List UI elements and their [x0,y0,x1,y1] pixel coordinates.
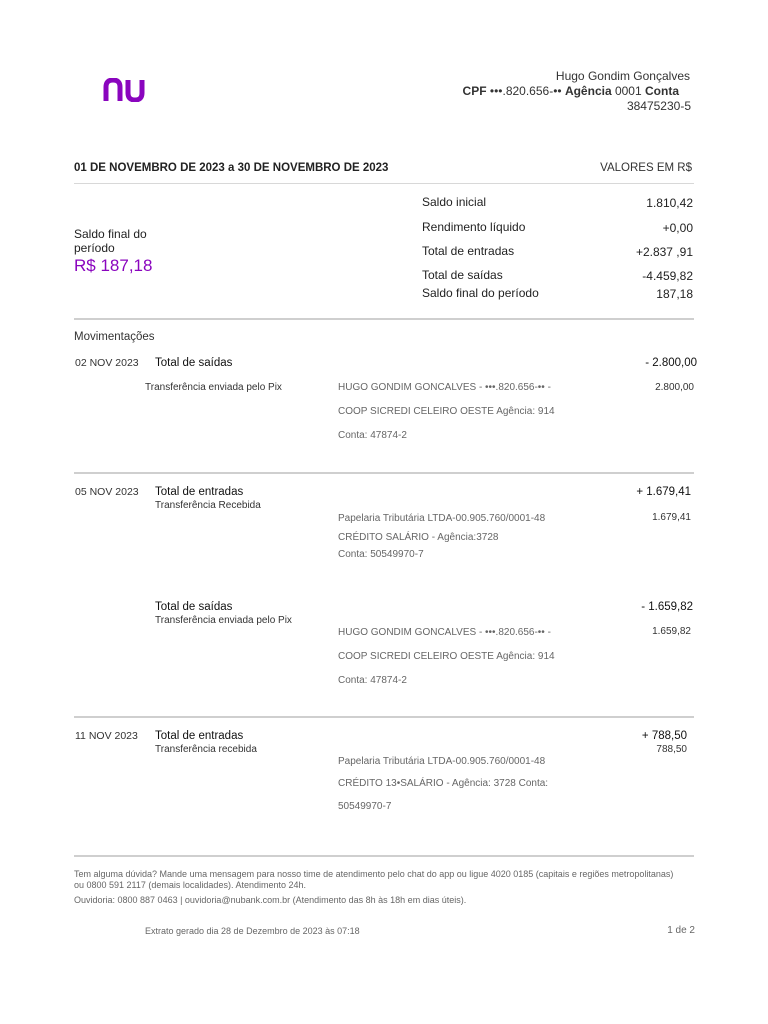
transaction-detail-line: Conta: 50549970-7 [338,549,424,560]
conta-label: Conta [645,84,679,98]
transaction-detail-line: Papelaria Tributária LTDA-00.905.760/0001-48 [338,756,546,767]
summary-value-saldo-inicial: 1.810,42 [646,196,693,210]
summary-value-saldo-final: 187,18 [656,287,693,301]
group-total-value: + 1.679,41 [636,486,691,498]
transaction-detail-line: Papelaria Tributária LTDA-00.905.760/0001-48 [338,513,546,524]
transaction-type: Transferência recebida [155,744,257,755]
group-total-value: + 788,50 [641,730,687,742]
transaction-detail-line: COOP SICREDI CELEIRO OESTE Agência: 914 [338,406,555,417]
group-total-label: Total de saídas [155,357,233,369]
summary-value-rendimento: +0,00 [662,221,693,235]
summary-value-entradas: +2.837 ,91 [635,245,693,259]
summary-label-entradas: Total de entradas [422,244,515,258]
summary-label-saldo-inicial: Saldo inicial [422,195,487,209]
group-total-label: Total de entradas [155,730,244,742]
cpf-label: CPF [462,84,487,98]
transaction-detail-line: Conta: 47874-2 [338,675,407,686]
account-holder-name: Hugo Gondim Gonçalves [555,69,690,83]
transaction-detail-line: HUGO GONDIM GONCALVES - •••.820.656-•• - [338,627,551,638]
divider [74,318,694,320]
divider [74,183,694,184]
generated-timestamp: Extrato gerado dia 28 de Dezembro de 2023 às 07:18 [145,926,360,936]
transaction-type: Transferência enviada pelo Pix [155,615,292,626]
final-balance-label: Saldo final do período [74,227,147,255]
group-total-value: - 1.659,82 [641,601,693,613]
cpf-value: •••.820.656-•• [486,84,565,98]
transaction-type: Transferência Recebida [155,500,261,511]
summary-label-rendimento: Rendimento líquido [422,220,526,234]
movement-date: 05 NOV 2023 [75,486,139,498]
group-total-value: - 2.800,00 [645,357,697,369]
footer-help-text: Tem alguma dúvida? Mande uma mensagem para nosso time de atendimento pelo chat do app ou ligue 4020 0185 (capitais e regiões metropolitanas) ou 0800 591 2117 (demais localidades). Atendimento 24h. [74,869,674,890]
transaction-type: Transferência enviada pelo Pix [145,382,282,393]
divider [74,472,694,474]
group-total-label: Total de entradas [155,486,244,498]
transaction-detail-line: CRÉDITO 13•SALÁRIO - Agência: 3728 Conta: [338,778,549,789]
transaction-amount: 1.679,41 [652,512,691,523]
movement-date: 02 NOV 2023 [75,357,139,369]
movement-date: 11 NOV 2023 [75,730,138,742]
transaction-detail-line: CRÉDITO SALÁRIO - Agência:3728 [338,532,499,543]
transaction-detail-line: 50549970-7 [338,801,392,812]
statement-period: 01 DE NOVEMBRO DE 2023 a 30 DE NOVEMBRO DE 2023 [74,162,389,174]
final-balance-value: R$ 187,18 [74,256,153,275]
transaction-detail-line: Conta: 47874-2 [338,430,407,441]
summary-label-saidas: Total de saídas [422,268,503,282]
movements-title: Movimentações [74,331,155,343]
transaction-detail-line: HUGO GONDIM GONCALVES - •••.820.656-•• - [338,382,551,393]
nubank-logo [103,78,149,107]
transaction-amount: 2.800,00 [655,382,694,393]
divider [74,855,694,857]
group-total-label: Total de saídas [155,601,233,613]
summary-label-saldo-final: Saldo final do período [422,286,539,300]
footer-ombudsman-text: Ouvidoria: 0800 887 0463 | ouvidoria@nubank.com.br (Atendimento das 8h às 18h em dias úteis). [74,895,467,905]
agencia-value: 0001 [611,84,645,98]
summary-value-saidas: -4.459,82 [642,269,693,283]
divider [74,716,694,718]
agencia-label: Agência [564,84,612,98]
transaction-detail-line: COOP SICREDI CELEIRO OESTE Agência: 914 [338,651,555,662]
currency-note: VALORES EM R$ [600,162,692,174]
nubank-logo-mark [103,78,149,102]
account-identifiers [463,84,679,98]
transaction-amount: 788,50 [656,744,687,755]
page-number: 1 de 2 [667,925,695,936]
conta-number: 38475230-5 [626,99,691,113]
transaction-amount: 1.659,82 [652,626,691,637]
